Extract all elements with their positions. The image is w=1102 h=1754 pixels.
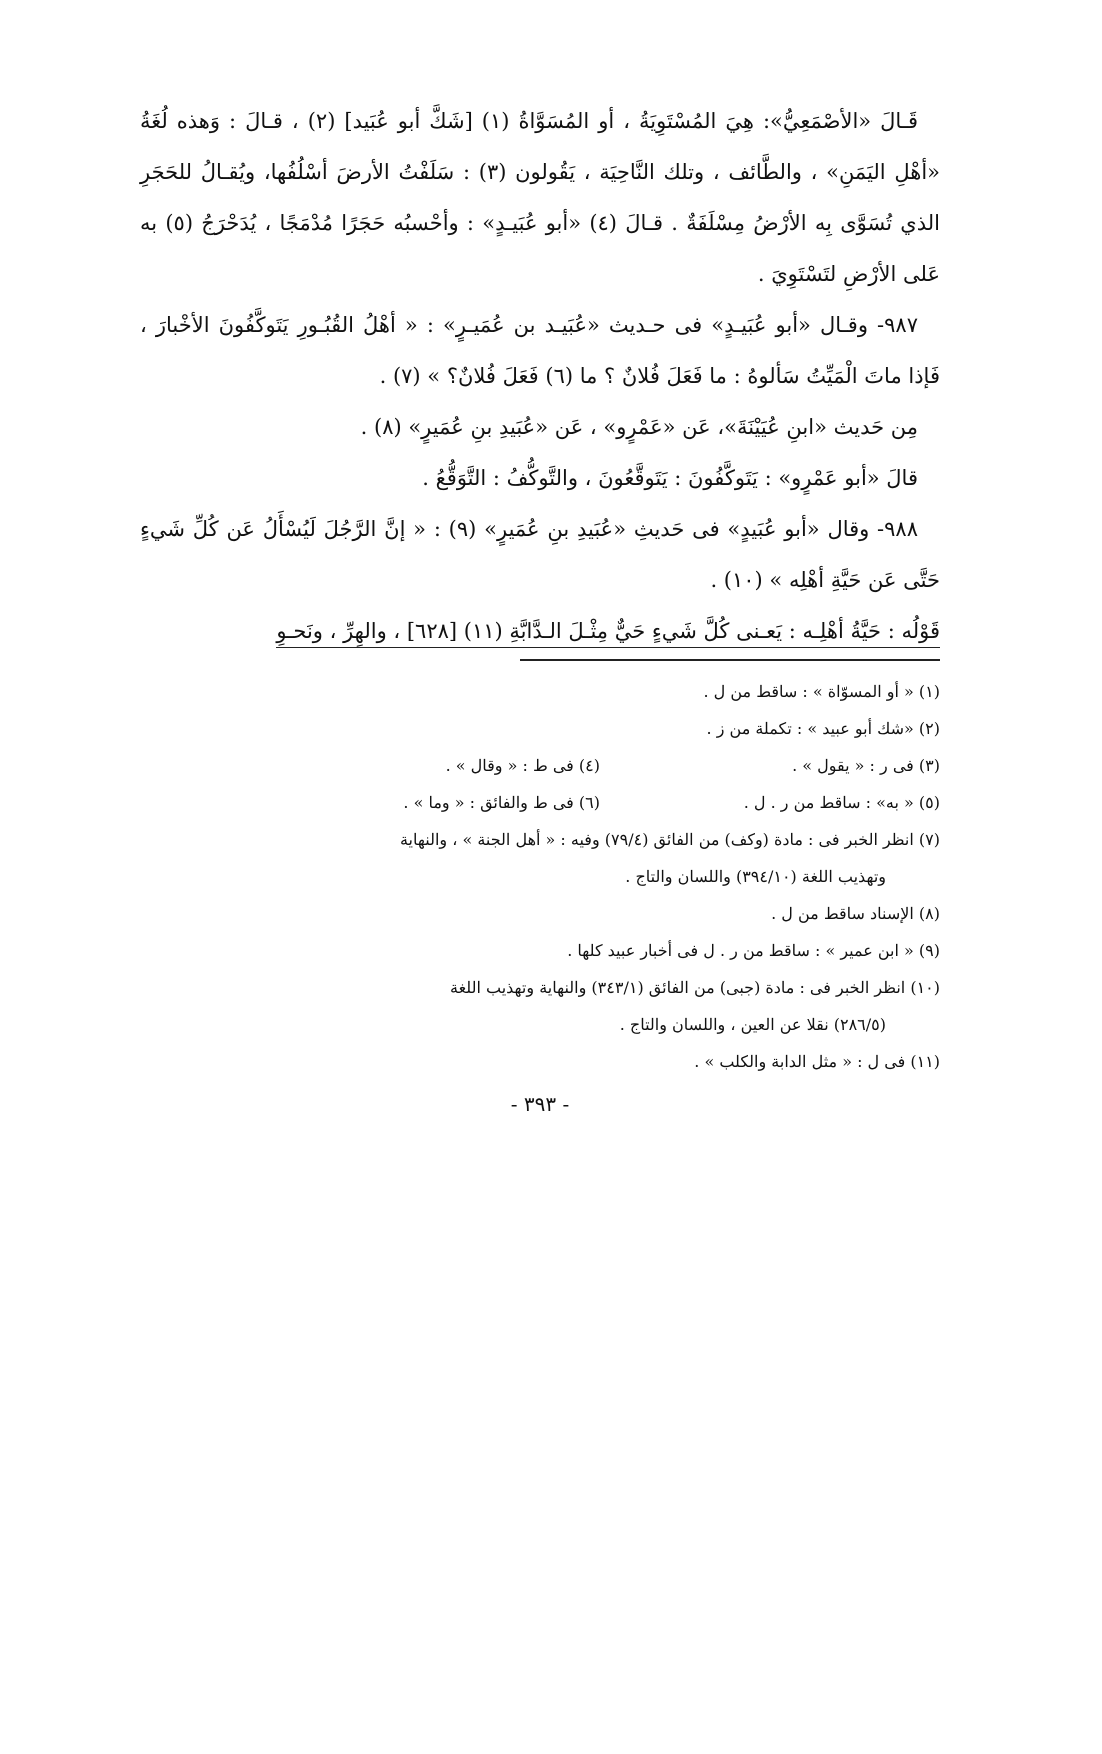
paragraph-isnad-987: مِن حَديث «ابنِ عُيَيْنَةَ»، عَن «عَمْرٍو» ، عَن «عُبَيدِ بنِ عُمَيرٍ» (٨) . (360, 415, 918, 439)
footnote-10: (١٠) انظر الخبر فى : مادة (جبى) من الفائق (٣٤٣/١) والنهاية وتهذيب اللغة (449, 977, 940, 997)
main-text (140, 96, 940, 657)
footnote-3: (٣) فى ر : « يقول » . (792, 755, 940, 775)
paragraph-987: ٩٨٧- وقـال «أبو عُبَيـدٍ» فى حـديث «عُبَيـد بن عُمَيـرٍ» : « أهْلُ القُبُـورِ يَتَوكَّفُونَ الأخْبارَ ، فَإذا ماتَ الْمَيِّتُ سَألوهُ : ما فَعَلَ فُلانٌ ؟ ما (٦) فَعَلَ فُلانٌ؟ » (٧) . (140, 313, 940, 388)
footnote-4: (٤) فى ط : « وقال » . (445, 755, 600, 775)
last-line-text: قَوْلُه : حَيَّةُ أهْلِـه : يَعـنى كُلَّ شَيءٍ حَيٌّ مِثْـلَ الـدَّابَّةِ (١١) [٦٢٨] ، والهِرِّ ، ونَحـوِ (276, 619, 940, 648)
footnote-9: (٩) « ابن عمير » : ساقط من ر . ل فى أخبار عبيد كلها . (567, 940, 940, 960)
paragraph-abu-amr: قالَ «أبو عَمْرٍو» : يَتَوكَّفُونَ : يَتَوقَّعُونَ ، والتَّوكُّفُ : التَّوَقُّعُ . (422, 466, 918, 490)
footnote-7: (٧) انظر الخبر فى : مادة (وكف) من الفائق (٧٩/٤) وفيه : « أهل الجنة » ، والنهاية (399, 829, 940, 849)
footnote-11: (١١) فى ل : « مثل الدابة والكلب » . (694, 1051, 940, 1071)
footnote-row-5-6 (140, 784, 940, 821)
footnote-10-continuation: (٢٨٦/٥) نقلا عن العين ، واللسان والتاج . (619, 1014, 886, 1034)
footnote-7-continuation: وتهذيب اللغة (٣٩٤/١٠) واللسان والتاج . (625, 866, 886, 886)
paragraph-988: ٩٨٨- وقال «أبو عُبَيدٍ» فى حَديثِ «عُبَيدِ بنِ عُمَيرٍ» (٩) : « إنَّ الرَّجُلَ لَيُسْأَلُ عَن كُلِّ شَيءٍ حَتَّى عَن حَيَّةِ أهْلِه » (١٠) . (140, 517, 940, 592)
footnotes (140, 673, 940, 1080)
footnote-5: (٥) « به» : ساقط من ر . ل . (743, 792, 940, 812)
footnote-row-3-4 (140, 747, 940, 784)
paragraph-definition: قَـالَ «الأصْمَعِيُّ»: هِيَ المُسْتَوِيَةُ ، أو المُسَوَّاةُ (١) [شَكَّ أبو عُبَيد] (٢) ، قـالَ : وَهذه لُغَةُ «أهْلِ اليَمَنِ» ، والطَّائف ، وتلك النَّاحِيَة ، يَقُولون (٣) : سَلَفْتُ الأرضَ أسْلُفُها، ويُقـالُ للحَجَرِ الذي تُسَوَّى بِه الأرْضُ مِسْلَفَةٌ . قـالَ (٤) «أبو عُبَيـدٍ» : وأحْسبُه حَجَرًا مُدْمَجًا ، يُدَحْرَجُ (٥) به عَلى الأرْضِ لتَسْتَوِيَ . (140, 109, 941, 286)
footnote-6: (٦) فى ط والفائق : « وما » . (403, 792, 600, 812)
book-page (140, 96, 940, 1116)
page-number: - ٣٩٣ - (510, 1091, 570, 1116)
footnote-2: (٢) «شك أبو عبيد » : تكملة من ز . (706, 718, 940, 738)
paragraph-last-line (140, 606, 940, 657)
footnote-1: (١) « أو المسوّاة » : ساقط من ل . (703, 681, 940, 701)
footnote-separator (520, 659, 940, 661)
footnote-8: (٨) الإسناد ساقط من ل . (771, 903, 940, 923)
